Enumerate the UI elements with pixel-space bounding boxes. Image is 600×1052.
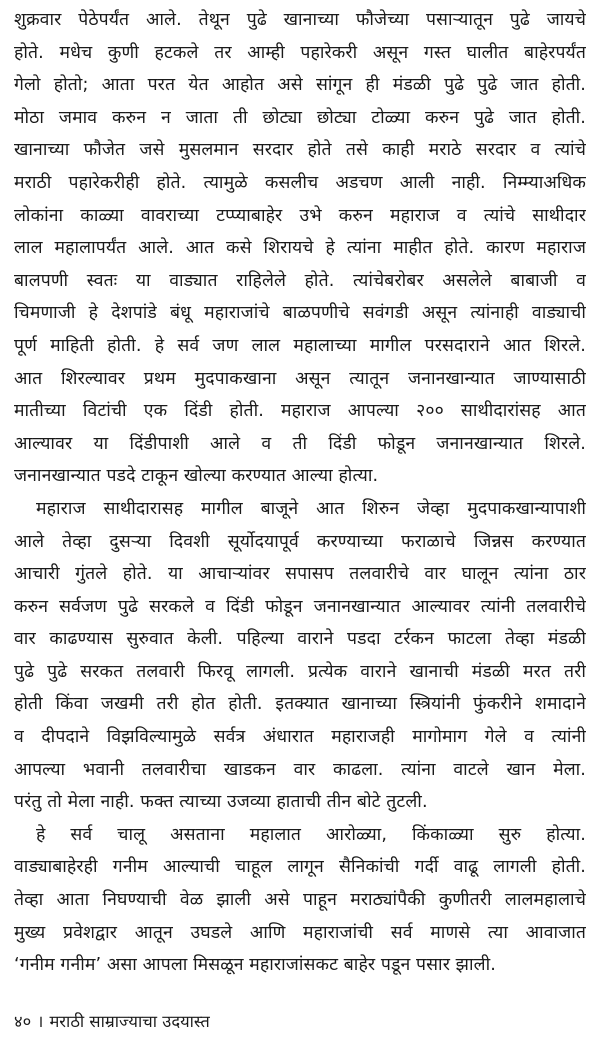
text-line: जनानखान्यात पडदे टाकून खोल्या करण्यात आल्या होत्या.: [14, 466, 379, 487]
text-line: आपल्या भवानी तलवारीचा खाडकन वार काढला. त्यांना वाटले खान मेला.: [14, 759, 586, 780]
text-line: लाल महालापर्यंत आले. आत कसे शिरायचे हे त्यांना माहीत होते. कारण महाराज: [14, 238, 586, 259]
text-line: परंतु तो मेला नाही. फक्त त्याच्या उजव्या हाताची तीन बोटे तुटली.: [14, 792, 428, 813]
text-line: पुढे पुढे सरकत तलवारी फिरवू लागली. प्रत्येक वाराने खानाची मंडळी मरत तरी: [14, 661, 586, 682]
paragraph: [14, 4, 586, 493]
text-line: हे सर्व चालू असताना महालात आरोळ्या, किंकाळ्या सुरु होत्या.: [36, 824, 586, 845]
page-footer: [14, 1010, 210, 1034]
text-line: आचारी गुंतले होते. या आचाऱ्यांवर सपासप तलवारीचे वार घालून त्यांना ठार: [14, 564, 586, 585]
text-line: होती किंवा जखमी तरी होत होती. इतक्यात खानाच्या स्त्रियांनी फुंकरीने शमादाने: [14, 694, 586, 715]
text-line: खानाच्या फौजेत जसे मुसलमान सरदार होते तसे काही मराठे सरदार व त्यांचे: [14, 140, 586, 161]
text-line: मोठा जमाव करुन न जाता ती छोट्या छोट्या टोळ्या करुन पुढे जात होती.: [14, 107, 586, 128]
text-line: मातीच्या विटांची एक दिंडी होती. महाराज आपल्या २०० साथीदारांसह आत: [14, 401, 586, 422]
text-line: शुक्रवार पेठेपर्यंत आले. तेथून पुढे खानाच्या फौजेच्या पसाऱ्यातून पुढे जायचे: [14, 10, 586, 30]
text-line: व दीपदाने विझविल्यामुळे सर्वत्र अंधारात महाराजही मागोमाग गेले व त्यांनी: [14, 727, 586, 748]
text-line: मुख्य प्रवेशद्वार आतून उघडले आणि महाराजांची सर्व माणसे त्या आवाजात: [14, 922, 586, 943]
book-title: मराठी साम्राज्याचा उदयास्त: [49, 1012, 210, 1031]
text-line: आल्यावर या दिंडीपाशी आले व ती दिंडी फोडून जनानखान्यात शिरले.: [14, 433, 586, 454]
text-line: आत शिरल्यावर प्रथम मुदपाकखाना असून त्यातून जनानखान्यात जाण्यासाठी: [14, 368, 586, 389]
text-line: पूर्ण माहिती होती. हे सर्व जण लाल महालाच्या मागील परसदाराने आत शिरले.: [14, 335, 586, 356]
text-line: मराठी पहारेकरीही होते. त्यामुळे कसलीच अडचण आली नाही. निम्म्याअधिक: [14, 172, 586, 193]
text-line: महाराज साथीदारासह मागील बाजूने आत शिरुन जेव्हा मुदपाकखान्यापाशी: [36, 498, 586, 519]
text-line: बालपणी स्वतः या वाड्यात राहिलेले होते. त्यांचेबरोबर असलेले बाबाजी व: [14, 270, 586, 291]
text-line: ‘गनीम गनीम’ असा आपला मिसळून महाराजांसकट बाहेर पडून पसार झाली.: [14, 955, 496, 976]
paragraph: [14, 819, 586, 982]
text-line: करुन सर्वजण पुढे सरकले व दिंडी फोडून जनानखान्यात आल्यावर त्यांनी तलवारीचे: [14, 596, 586, 617]
paragraph: [14, 493, 586, 819]
text-line: गेलो होतो; आता परत येत आहोत असे सांगून ही मंडळी पुढे पुढे जात होती.: [14, 75, 586, 96]
text-line: चिमणाजी हे देशपांडे बंधू महाराजांचे बाळपणीचे सवंगडी असून त्यांनाही वाड्याची: [14, 303, 586, 324]
text-line: लोकांना काळ्या वावराच्या टप्प्याबाहेर उभे करुन महाराज व त्यांचे साथीदार: [14, 205, 586, 226]
page-body-text: [14, 4, 586, 982]
text-line: वाड्याबाहेरही गनीम आल्याची चाहूल लागून सैनिकांची गर्दी वाढू लागली होती.: [14, 857, 586, 878]
page-number: ४०: [14, 1012, 32, 1031]
text-line: आले तेव्हा दुसऱ्या दिवशी सूर्योदयापूर्व करण्याच्या फराळाचे जिन्नस करण्यात: [14, 531, 586, 552]
text-line: होते. मधेच कुणी हटकले तर आम्ही पहारेकरी असून गस्त घालीत बाहेरपर्यंत: [14, 42, 586, 63]
text-line: वार काढण्यास सुरुवात केली. पहिल्या वाराने पडदा टर्रकन फाटला तेव्हा मंडळी: [14, 629, 586, 650]
text-line: तेव्हा आता निघण्याची वेळ झाली असे पाहून मराठ्यांपैकी कुणीतरी लालमहालाचे: [14, 890, 586, 911]
footer-separator: ।: [37, 1012, 44, 1031]
